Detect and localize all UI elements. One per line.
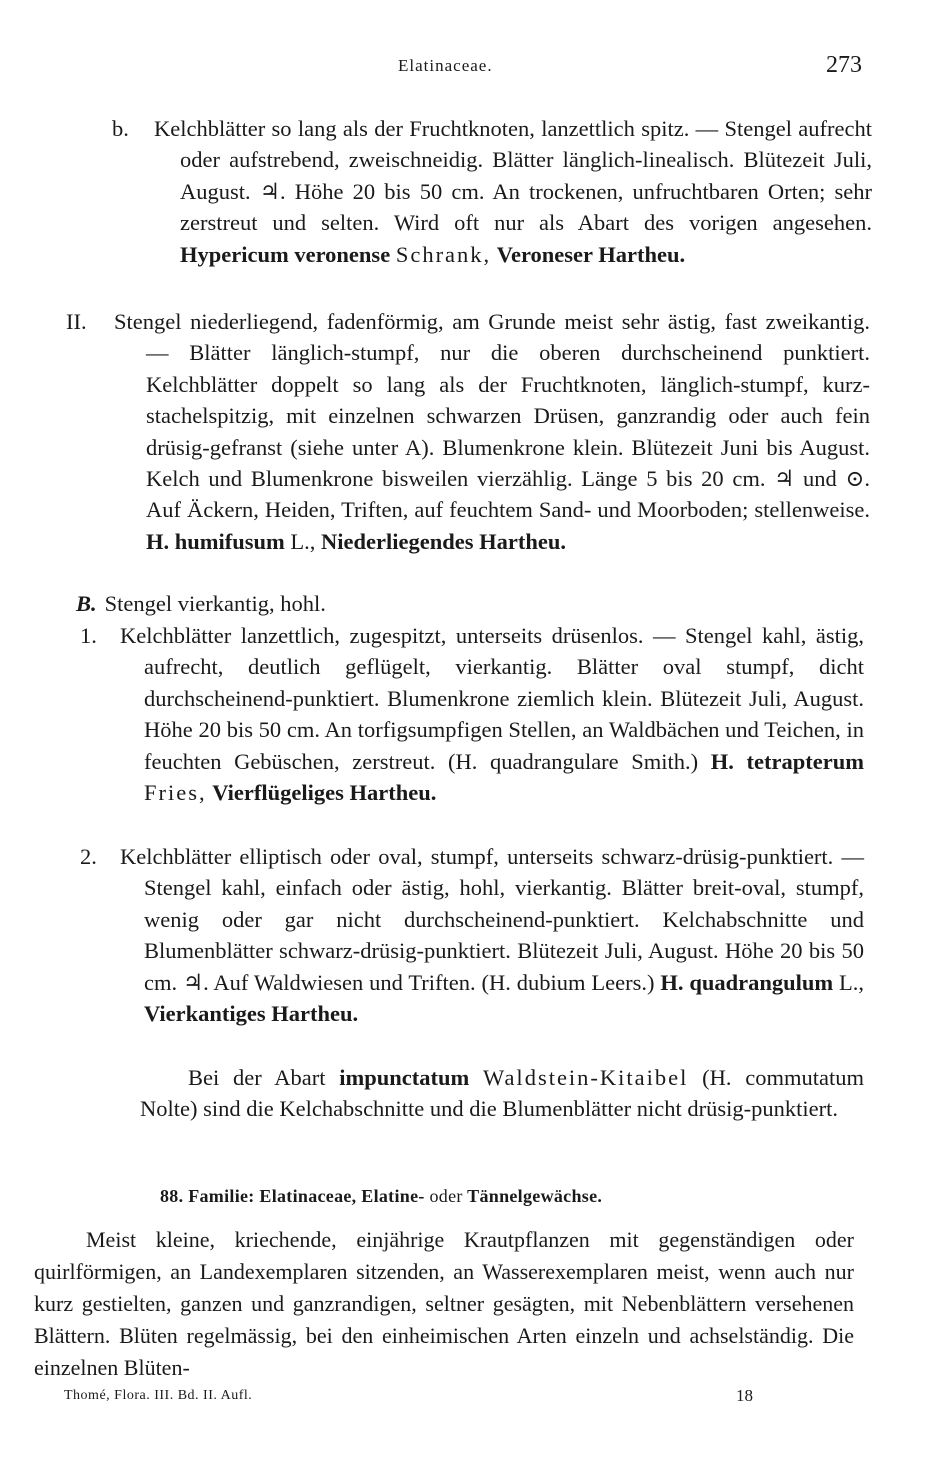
entry-description: Stengel niederliegend, fadenförmig, am Grunde meist sehr ästig, fast zweikantig. — Blätter länglich-stumpf, nur die oberen durchscheinend punktiert. Kelchblätter doppelt so lang als der Fruchtknoten, länglich-stumpf, kurz-stachelspitzig, mit einzelnen schwarzen Drüsen, ganzrandig oder auch fein drüsig-gefranst (siehe unter A). Blumenkrone klein. Blütezeit Juni bis August. Kelch und Blumenkrone bisweilen vierzählig. Länge 5 bis 20 cm. ♃ und ⊙. Auf Äckern, Heiden, Triften, auf feuchtem Sand- und Moorboden; stellenweise. bbox=[114, 309, 870, 523]
entry-marker: B. bbox=[76, 591, 97, 616]
species-author: L., bbox=[290, 528, 316, 554]
common-name: Veroneser Hartheu. bbox=[496, 241, 686, 267]
common-name: Vierflügeliges Hartheu. bbox=[212, 780, 437, 806]
species-name: H. humifusum bbox=[146, 528, 285, 554]
page-footer bbox=[0, 1388, 930, 1412]
variety-description: (H. commutatum Nolte) sind die Kelchabschnitte und die Blumenblätter nicht drüsig-punktiert. bbox=[140, 1065, 865, 1122]
page-number: 273 bbox=[826, 52, 862, 78]
species-name: Hypericum veronense bbox=[180, 241, 391, 267]
entry-description: Kelchblätter so lang als der Fruchtknoten, lanzettlich spitz. — Stengel aufrecht oder aufstrebend, zweischneidig. Blätter länglich-linealisch. Blütezeit Juli, August. ♃. Höhe 20 bis 50 cm. An trockenen, unfruchtbaren Orten; sehr zerstreut und selten. Wird oft nur als Abart des vorigen angesehen. bbox=[154, 116, 872, 236]
species-name: H. tetrapterum bbox=[710, 748, 864, 774]
family-connector: oder bbox=[429, 1186, 463, 1206]
key-entry-b: b. Kelchblätter so lang als der Fruchtknoten, lanzettlich spitz. — Stengel aufrecht oder aufstrebend, zweischneidig. Blätter länglich-linealisch. Blütezeit Juli, August. ♃. Höhe 20 bis 50 cm. An trockenen, unfruchtbaren Orten; sehr zerstreut und selten. Wird oft nur als Abart des vorigen angesehen. Hypericum veronense Schrank, Veroneser Hartheu. bbox=[112, 116, 872, 267]
species-author: Fries, bbox=[144, 780, 207, 806]
key-entry-2: 2. Kelchblätter elliptisch oder oval, stumpf, unterseits schwarz-drüsig-punktiert. — Stengel kahl, einfach oder ästig, hohl, vierkantig. Blätter breit-oval, stumpf, wenig oder gar nicht durchscheinend-punktiert. Kelchabschnitte und Blumenblätter schwarz-drüsig-punktiert. Blütezeit Juli, August. Höhe 20 bis 50 cm. ♃. Auf Waldwiesen und Triften. (H. dubium Leers.) H. quadrangulum L., Vierkantiges Hartheu. bbox=[80, 844, 865, 1027]
variety-author: Waldstein-Kitaibel bbox=[483, 1065, 689, 1090]
entry-description: Kelchblätter elliptisch oder oval, stumpf, unterseits schwarz-drüsig-punktiert. — Stengel kahl, einfach oder ästig, hohl, vierkantig. Blätter breit-oval, stumpf, wenig oder gar nicht durchscheinend-punktiert. Kelchabschnitte und Blumenblätter schwarz-drüsig-punktiert. Blütezeit Juli, August. Höhe 20 bis 50 cm. ♃. Auf Waldwiesen und Triften. (H. dubium Leers.) bbox=[120, 844, 864, 995]
page-header bbox=[0, 52, 930, 86]
signature-mark: 18 bbox=[736, 1386, 753, 1405]
entry-description: Kelchblätter lanzettlich, zugespitzt, unterseits drüsenlos. — Stengel kahl, ästig, aufrecht, deutlich geflügelt, vierkantig. Blätter oval stumpf, dicht durchscheinend-punktiert. Blumenkrone ziemlich klein. Blütezeit Juli, August. Höhe 20 bis 50 cm. An torfigsumpfigen Stellen, an Waldbächen und Teichen, in feuchten Gebüschen, zerstreut. (H. quadrangulare Smith.) bbox=[120, 623, 864, 774]
species-author: L., bbox=[839, 969, 865, 995]
variety-lead: Bei der Abart bbox=[188, 1065, 326, 1090]
entry-description: Stengel vierkantig, hohl. bbox=[104, 591, 326, 616]
book-reference: Thomé, Flora. III. Bd. II. Aufl. bbox=[64, 1388, 253, 1403]
family-description: Meist kleine, kriechende, einjährige Krautpflanzen mit gegenständigen oder quirlförmigen, an Landexemplaren sitzenden, an Wasserexemplaren meist, wenn auch nur kurz gestielten, ganzen und ganzrandigen, seltner gesägten, mit Nebenblättern versehenen Blättern. Blüten regelmässig, bei den einheimischen Arten einzeln und achselständig. Die einzelnen Blüten- bbox=[34, 1227, 854, 1380]
key-entry-B bbox=[76, 588, 870, 619]
running-title: Elatinaceae. bbox=[398, 56, 493, 75]
common-name: Vierkantiges Hartheu. bbox=[144, 1001, 359, 1027]
variety-note bbox=[140, 1062, 864, 1125]
key-entry-1: 1. Kelchblätter lanzettlich, zugespitzt, unterseits drüsenlos. — Stengel kahl, ästig, aufrecht, deutlich geflügelt, vierkantig. Blätter oval stumpf, dicht durchscheinend-punktiert. Blumenkrone ziemlich klein. Blütezeit Juli, August. Höhe 20 bis 50 cm. An torfigsumpfigen Stellen, an Waldbächen und Teichen, in feuchten Gebüschen, zerstreut. (H. quadrangulare Smith.) H. tetrapterum Fries, Vierflügeliges Hartheu. bbox=[80, 623, 864, 806]
variety-name: impunctatum bbox=[339, 1065, 470, 1090]
family-heading bbox=[160, 1186, 780, 1207]
species-author: Schrank, bbox=[395, 241, 492, 267]
family-number: 88. Familie: bbox=[160, 1186, 255, 1206]
key-entry-II: II. Stengel niederliegend, fadenförmig, am Grunde meist sehr ästig, fast zweikantig. — Blätter länglich-stumpf, nur die oberen durchscheinend punktiert. Kelchblätter doppelt so lang als der Fruchtknoten, länglich-stumpf, kurz-stachelspitzig, mit einzelnen schwarzen Drüsen, ganzrandig oder auch fein drüsig-gefranst (siehe unter A). Blumenkrone klein. Blütezeit Juni bis August. Kelch und Blumenkrone bisweilen vierzählig. Länge 5 bis 20 cm. ♃ und ⊙. Auf Äckern, Heiden, Triften, auf feuchtem Sand- und Moorboden; stellenweise. H. humifusum L., Niederliegendes Hartheu. bbox=[66, 309, 870, 554]
family-alt-name: Tännelgewächse. bbox=[467, 1186, 603, 1206]
species-name: H. quadrangulum bbox=[660, 969, 834, 995]
family-name: Elatinaceae, Elatine- bbox=[259, 1186, 425, 1206]
common-name: Niederliegendes Hartheu. bbox=[321, 528, 567, 554]
